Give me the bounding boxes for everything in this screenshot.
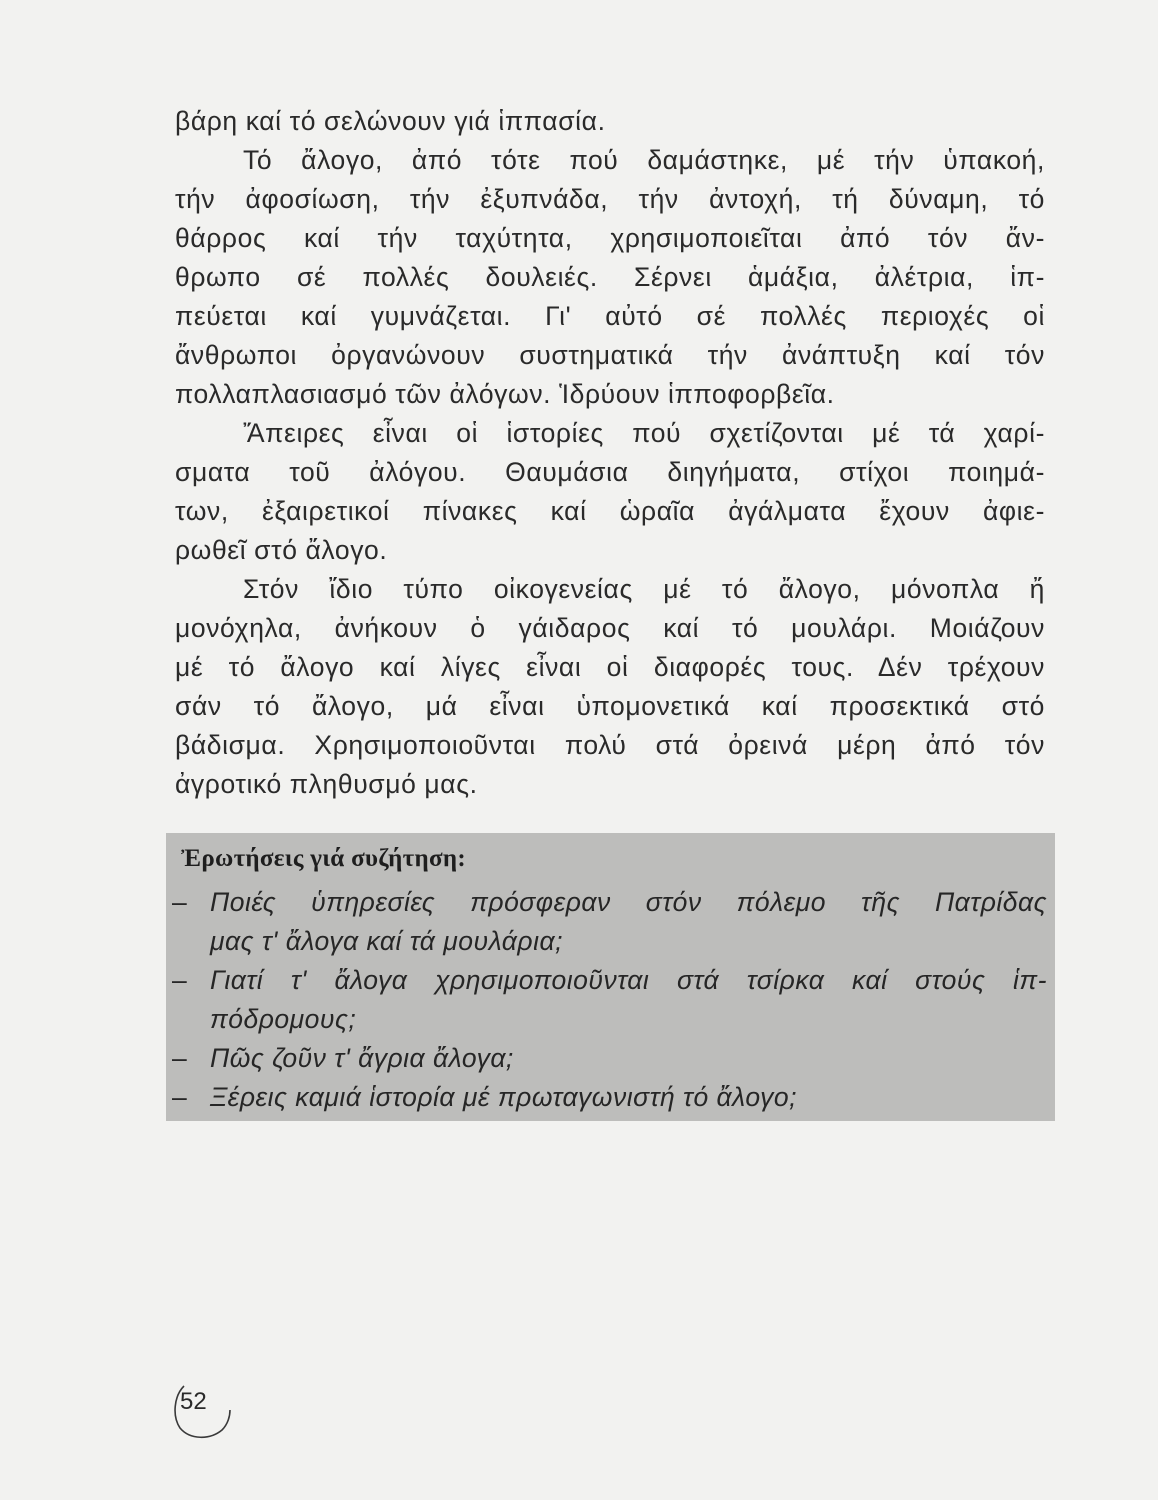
dash-bullet: – (172, 887, 188, 917)
text-line: πολλαπλασιασμό τῶν ἀλόγων. Ἱδρύουν ἱπποφορβεῖα. (175, 379, 835, 409)
text-line: θάρρος καί τήν ταχύτητα, χρησιμοποιεῖται ἀπό τόν ἄν- (175, 223, 1045, 253)
text-line: βάρη καί τό σελώνουν γιά ἱππασία. (175, 106, 606, 136)
text-line: σματα τοῦ ἀλόγου. Θαυμάσια διηγήματα, στίχοι ποιημά- (175, 457, 1045, 487)
questions-title: Ἐρωτήσεις γιά συζήτηση: (181, 845, 467, 872)
text-line: των, ἐξαιρετικοί πίνακες καί ὡραῖα ἀγάλματα ἔχουν ἀφιε- (175, 496, 1045, 526)
questions-list (172, 883, 1047, 1117)
page-number (172, 1382, 230, 1440)
text-line: ἄνθρωποι ὀργανώνουν συστηματικά τήν ἀνάπτυξη καί τόν (175, 340, 1045, 370)
body-text (175, 102, 1045, 804)
question-line: Ξέρεις καμιά ἱστορία μέ πρωταγωνιστή τό ἄλογο; (210, 1082, 797, 1112)
text-line: πεύεται καί γυμνάζεται. Γι' αὐτό σέ πολλές περιοχές οἱ (175, 301, 1045, 331)
paragraph-3 (175, 414, 1045, 570)
text-line: θρωπο σέ πολλές δουλειές. Σέρνει ἁμάξια, ἀλέτρια, ἱπ- (175, 262, 1045, 292)
text-line: μονόχηλα, ἀνήκουν ὁ γάιδαρος καί τό μουλάρι. Μοιάζουν (175, 613, 1045, 643)
question-item (172, 1078, 1047, 1117)
text-line: ἀγροτικό πληθυσμό μας. (175, 769, 478, 799)
dash-bullet: – (172, 1082, 188, 1112)
text-line: Στόν ἴδιο τύπο οἰκογενείας μέ τό ἄλογο, μόνοπλα ἤ (243, 574, 1045, 604)
question-item (172, 883, 1047, 961)
text-line: σάν τό ἄλογο, μά εἶναι ὑπομονετικά καί προσεκτικά στό (175, 691, 1045, 721)
question-line: Ποιές ὑπηρεσίες πρόσφεραν στόν πόλεμο τῆς Πατρίδας (210, 887, 1047, 917)
question-item (172, 1039, 1047, 1078)
page-number-text: 52 (180, 1388, 207, 1415)
question-line: πόδρομους; (210, 1004, 357, 1034)
dash-bullet: – (172, 965, 188, 995)
text-line: βάδισμα. Χρησιμοποιοῦνται πολύ στά ὀρεινά μέρη ἀπό τόν (175, 730, 1045, 760)
paragraph-2 (175, 141, 1045, 414)
text-line: Τό ἄλογο, ἀπό τότε πού δαμάστηκε, μέ τήν ὑπακοή, (243, 145, 1045, 175)
text-line: μέ τό ἄλογο καί λίγες εἶναι οἱ διαφορές τους. Δέν τρέχουν (175, 652, 1045, 682)
text-line: τήν ἀφοσίωση, τήν ἐξυπνάδα, τήν ἀντοχή, τή δύναμη, τό (175, 184, 1045, 214)
question-line: μας τ' ἄλογα καί τά μουλάρια; (210, 926, 563, 956)
question-line: Γιατί τ' ἄλογα χρησιμοποιοῦνται στά τσίρκα καί στούς ἱπ- (210, 965, 1047, 995)
text-line: ρωθεῖ στό ἄλογο. (175, 535, 388, 565)
question-line: Πῶς ζοῦν τ' ἄγρια ἄλογα; (210, 1043, 514, 1073)
paragraph-4 (175, 570, 1045, 804)
question-item (172, 961, 1047, 1039)
dash-bullet: – (172, 1043, 188, 1073)
text-line: Ἄπειρες εἶναι οἱ ἱστορίες πού σχετίζονται μέ τά χαρί- (243, 418, 1045, 448)
paragraph-1 (175, 102, 1045, 141)
